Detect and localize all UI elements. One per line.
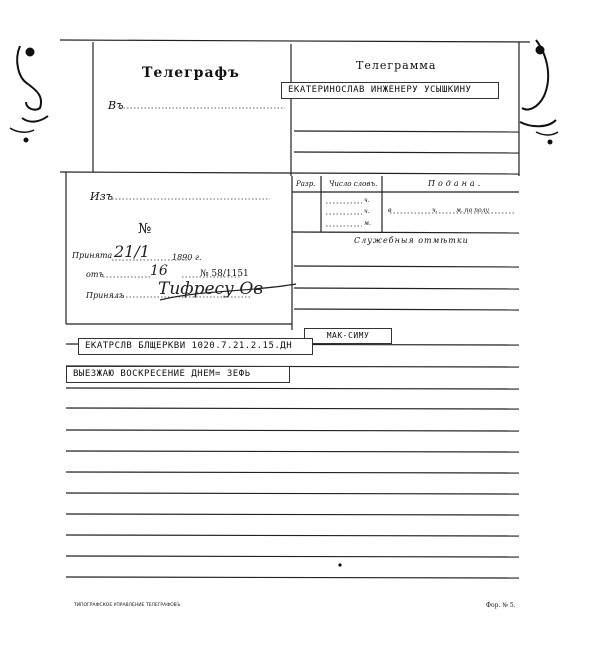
corner-ornament-right — [520, 40, 558, 144]
text-tape: ВЫЕЗЖАЮ ВОСКРЕСЕНИЕ ДНЕМ= ЗЕФЬ — [66, 366, 290, 383]
submitted-hour: ч. — [432, 207, 438, 214]
accepted-label: Принята — [72, 251, 113, 260]
number-label: № — [138, 221, 152, 237]
year-suffix: 1890 г. — [172, 253, 202, 262]
from-number: № 58/1151 — [200, 269, 249, 279]
recipient-tape: МАК-СИМУ — [304, 328, 392, 344]
service-marks: Служебныя отмѣтки — [354, 236, 469, 245]
form-number: Фор. № 5. — [486, 602, 516, 609]
from-line-handwritten: 16 — [150, 263, 168, 279]
origin-tape: ЕКАТРСЛВ БЛЩЕРКВИ 1020.7.21.2.15.ДН — [78, 338, 313, 355]
right-title: Телеграмма — [356, 59, 437, 72]
from-label: Изъ — [90, 190, 113, 203]
submitted-minute: м. по полу — [456, 207, 489, 214]
submitted-day: в — [388, 207, 392, 214]
col-submitted: Подана. — [428, 179, 484, 188]
row-day: ч. — [364, 197, 370, 204]
corner-ornament-left — [10, 46, 48, 142]
from-line-label: отъ — [86, 270, 104, 279]
accepted-handwritten: 21/1 — [114, 242, 150, 261]
received-label: Принялъ — [86, 291, 125, 300]
row-hour: ч. — [364, 208, 370, 215]
col-category: Разр. — [296, 180, 316, 188]
col-words: Число словъ. — [329, 180, 378, 188]
printer-note: ТИПОГРАФСКОЕ УПРАВЛЕНИЕ ТЕЛЕГРАФОВЪ — [74, 603, 181, 608]
address-tape: ЕКАТЕРИНОСЛАВ ИНЖЕНЕРУ УСЫШКИНУ — [281, 82, 499, 99]
to-label: Въ — [108, 99, 124, 112]
received-signature: Тифресу Ов — [158, 279, 264, 299]
left-title: Телеграфъ — [142, 65, 240, 81]
row-minute: м. — [364, 220, 371, 227]
